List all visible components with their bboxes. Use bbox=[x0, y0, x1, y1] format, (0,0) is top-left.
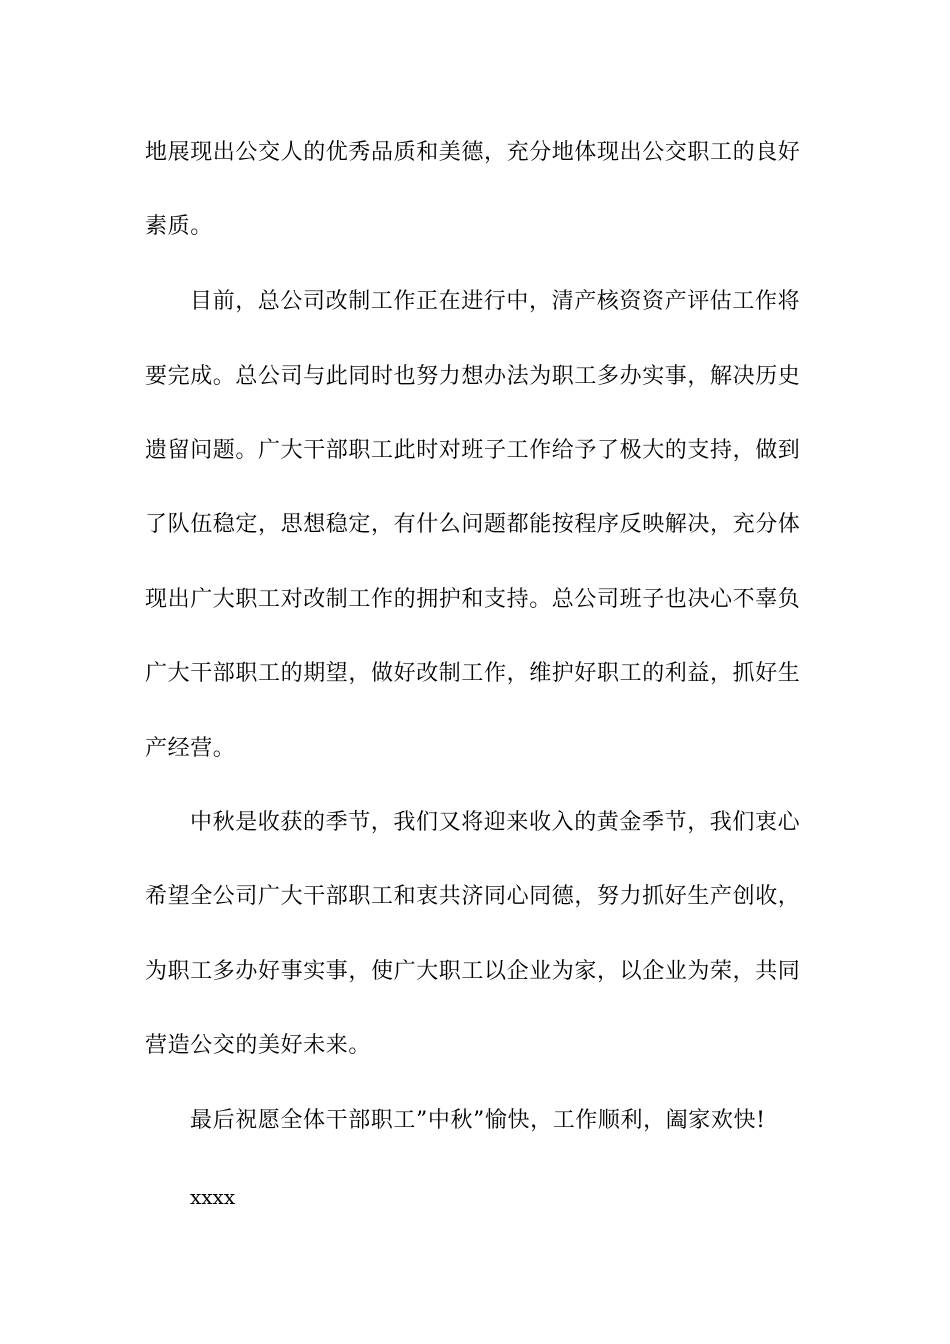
paragraph-3-line-1: 中秋是收获的季节，我们又将迎来收入的黄金季节，我们衷心 bbox=[190, 810, 801, 835]
paragraph-3-line-4: 营造公交的美好未来。 bbox=[145, 1033, 372, 1058]
paragraph-1-line-2: 素质。 bbox=[145, 214, 213, 239]
paragraph-4-line-1: 最后祝愿全体干部职工”中秋”愉快，工作顺利，阖家欢快! bbox=[190, 1108, 766, 1133]
paragraph-2-line-2: 要完成。总公司与此同时也努力想办法为职工多办实事，解决历史 bbox=[145, 364, 801, 389]
paragraph-3-line-3: 为职工多办好事实事，使广大职工以企业为家，以企业为荣，共同 bbox=[145, 959, 801, 984]
paragraph-2-line-5: 现出广大职工对改制工作的拥护和支持。总公司班子也决心不辜负 bbox=[145, 587, 801, 612]
paragraph-2-line-4: 了队伍稳定，思想稳定，有什么问题都能按程序反映解决，充分体 bbox=[145, 512, 801, 537]
paragraph-1-line-1: 地展现出公交人的优秀品质和美德，充分地体现出公交职工的良好 bbox=[145, 140, 801, 165]
paragraph-2-line-7: 产经营。 bbox=[145, 736, 236, 761]
signature: xxxx bbox=[190, 1185, 236, 1209]
paragraph-3-line-2: 希望全公司广大干部职工和衷共济同心同德，努力抓好生产创收， bbox=[145, 884, 801, 909]
paragraph-2-line-6: 广大干部职工的期望，做好改制工作，维护好职工的利益，抓好生 bbox=[145, 661, 801, 686]
paragraph-2-line-3: 遗留问题。广大干部职工此时对班子工作给予了极大的支持，做到 bbox=[145, 438, 801, 463]
paragraph-2-line-1: 目前，总公司改制工作正在进行中，清产核资资产评估工作将 bbox=[190, 289, 801, 314]
